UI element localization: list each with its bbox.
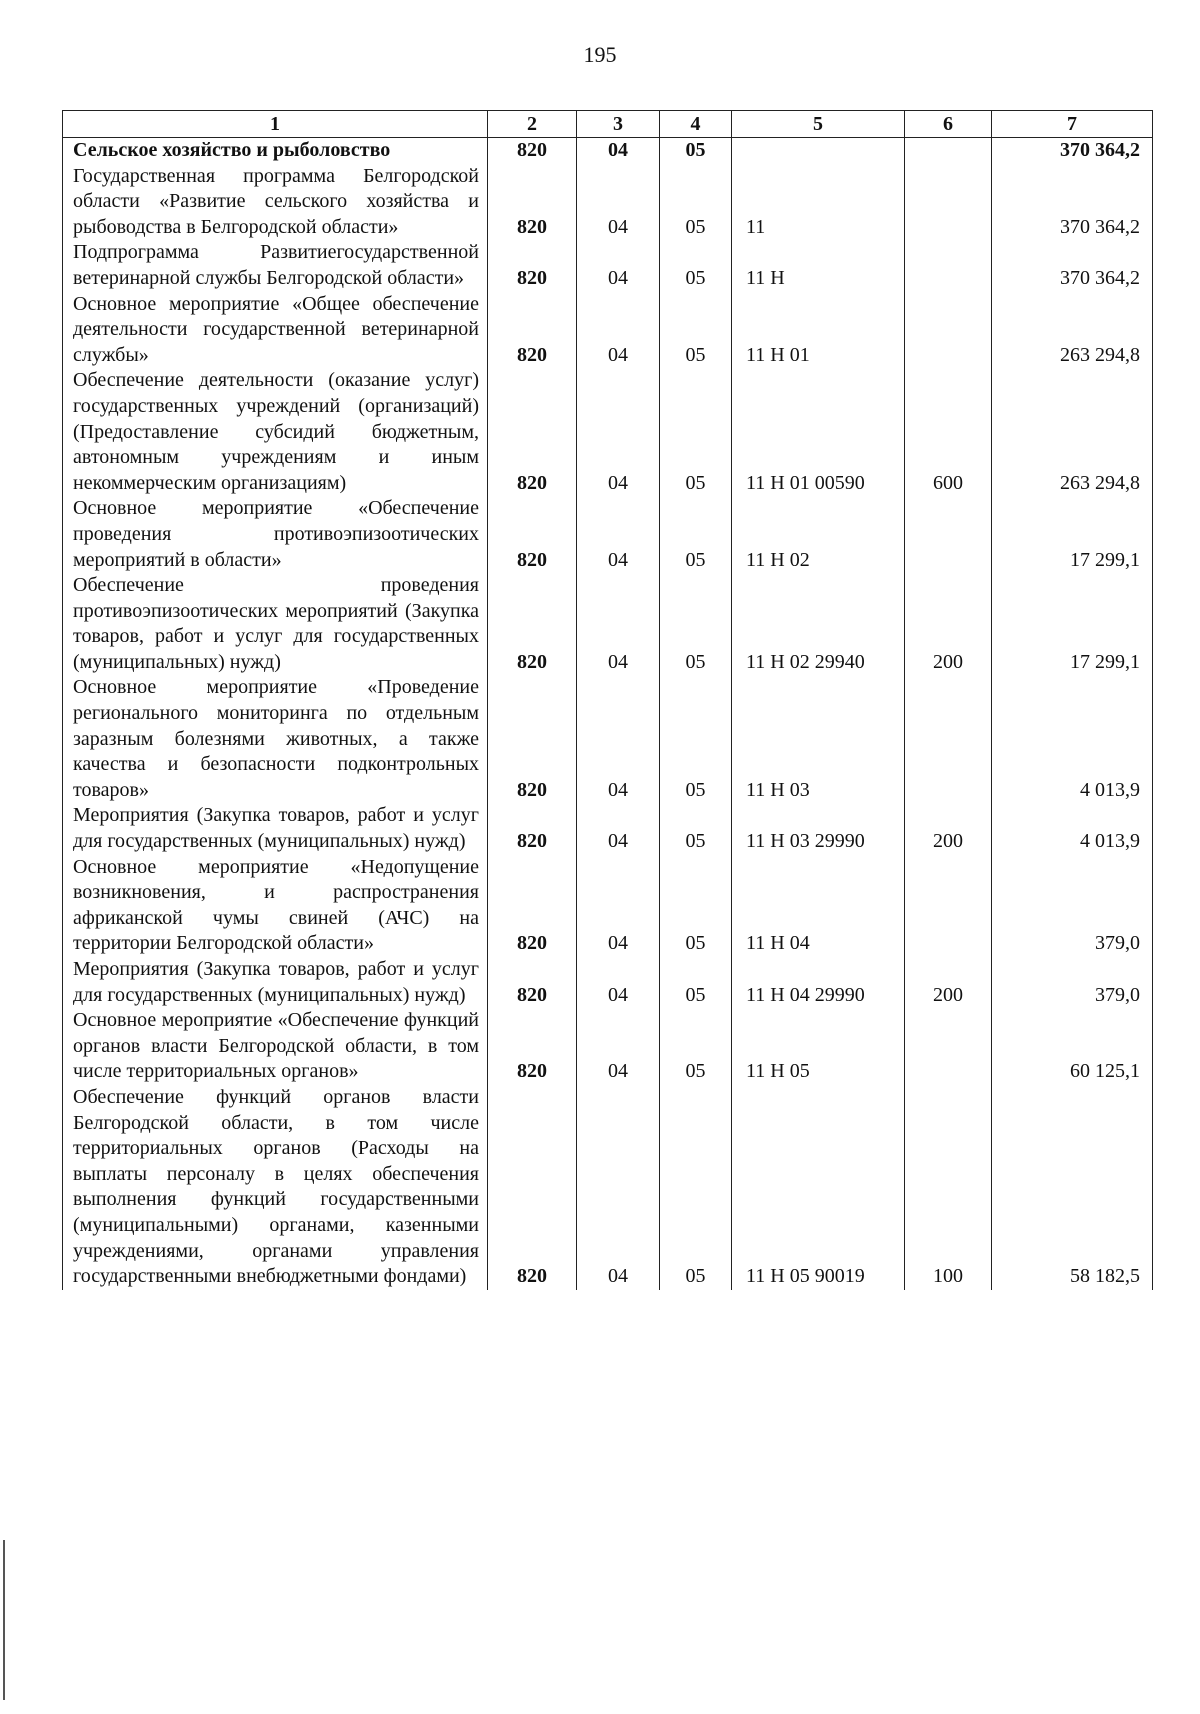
budget-table	[62, 110, 1153, 1290]
row-cell-col-3: 04	[577, 803, 660, 854]
row-name-cell: Основное мероприятие «Общее обеспечение деятельности государственной ветеринарной службы»	[63, 292, 488, 369]
row-cell-col-2: 820	[488, 573, 577, 675]
row-cell-col-4: 05	[660, 240, 732, 291]
row-cell-col-3: 04	[577, 1008, 660, 1085]
row-cell-col-2: 820	[488, 240, 577, 291]
row-cell-col-4: 05	[660, 292, 732, 369]
row-cell-col-6	[905, 496, 992, 573]
row-cell-col-2: 820	[488, 496, 577, 573]
header-col-4: 4	[660, 111, 732, 138]
header-col-6: 6	[905, 111, 992, 138]
table-row	[63, 957, 1153, 1008]
row-cell-col-7: 4 013,9	[992, 803, 1153, 854]
row-name-cell: Обеспечение проведения противоэпизоотических мероприятий (Закупка товаров, работ и услуг для государственных (муниципальных) нужд)	[63, 573, 488, 675]
row-cell-col-2: 820	[488, 368, 577, 496]
row-cell-col-4: 05	[660, 368, 732, 496]
row-cell-col-3: 04	[577, 240, 660, 291]
row-cell-col-3: 04	[577, 675, 660, 803]
row-name-cell: Основное мероприятие «Проведение регионального мониторинга по отдельным заразным болезнями животных, а также качества и безопасности подконтрольных товаров»	[63, 675, 488, 803]
row-cell-col-4: 05	[660, 803, 732, 854]
row-cell-col-5: 11 Н	[732, 240, 905, 291]
row-cell-col-6	[905, 1008, 992, 1085]
row-cell-col-7: 17 299,1	[992, 573, 1153, 675]
row-cell-col-5: 11 Н 02 29940	[732, 573, 905, 675]
row-name-cell: Мероприятия (Закупка товаров, работ и услуг для государственных (муниципальных) нужд)	[63, 803, 488, 854]
row-cell-col-2: 820	[488, 1008, 577, 1085]
row-cell-col-6	[905, 675, 992, 803]
row-cell-col-5: 11 Н 05 90019	[732, 1085, 905, 1290]
row-cell-col-3: 04	[577, 164, 660, 241]
row-cell-col-2: 820	[488, 164, 577, 241]
row-cell-col-5: 11 Н 01 00590	[732, 368, 905, 496]
row-name-cell: Сельское хозяйство и рыболовство	[63, 138, 488, 164]
row-cell-col-3: 04	[577, 855, 660, 957]
row-cell-col-4: 05	[660, 573, 732, 675]
row-name-cell: Обеспечение функций органов власти Белгородской области, в том числе территориальных органов (Расходы на выплаты персоналу в целях обеспечения выполнения функций государственными (муниципальными) органами, казенными учреждениями, органами управления государственными внебюджетными фондами)	[63, 1085, 488, 1290]
row-cell-col-4: 05	[660, 1008, 732, 1085]
table-body	[63, 138, 1153, 1290]
header-row	[63, 111, 1153, 138]
table-row	[63, 855, 1153, 957]
row-cell-col-6	[905, 855, 992, 957]
row-cell-col-5: 11 Н 04	[732, 855, 905, 957]
row-cell-col-3: 04	[577, 573, 660, 675]
row-cell-col-4: 05	[660, 675, 732, 803]
row-cell-col-4: 05	[660, 138, 732, 164]
table-row	[63, 1008, 1153, 1085]
row-cell-col-4: 05	[660, 855, 732, 957]
row-cell-col-2: 820	[488, 1085, 577, 1290]
row-cell-col-7: 263 294,8	[992, 292, 1153, 369]
page-number: 195	[583, 42, 617, 67]
row-cell-col-2: 820	[488, 138, 577, 164]
row-cell-col-3: 04	[577, 138, 660, 164]
row-cell-col-2: 820	[488, 803, 577, 854]
row-cell-col-2: 820	[488, 292, 577, 369]
header-col-2: 2	[488, 111, 577, 138]
row-cell-col-7: 370 364,2	[992, 138, 1153, 164]
row-cell-col-6: 200	[905, 957, 992, 1008]
row-cell-col-6: 200	[905, 803, 992, 854]
row-cell-col-2: 820	[488, 957, 577, 1008]
header-col-7: 7	[992, 111, 1153, 138]
row-cell-col-3: 04	[577, 957, 660, 1008]
table-row	[63, 292, 1153, 369]
row-cell-col-3: 04	[577, 496, 660, 573]
table-row	[63, 496, 1153, 573]
scan-margin-line	[3, 1540, 5, 1700]
row-cell-col-4: 05	[660, 957, 732, 1008]
row-name-cell: Основное мероприятие «Обеспечение функций органов власти Белгородской области, в том числе территориальных органов»	[63, 1008, 488, 1085]
row-cell-col-3: 04	[577, 368, 660, 496]
row-cell-col-5: 11 Н 04 29990	[732, 957, 905, 1008]
table-row	[63, 1085, 1153, 1290]
row-cell-col-2: 820	[488, 855, 577, 957]
row-cell-col-4: 05	[660, 496, 732, 573]
row-cell-col-7: 370 364,2	[992, 240, 1153, 291]
row-cell-col-3: 04	[577, 292, 660, 369]
row-cell-col-6: 200	[905, 573, 992, 675]
table-header	[63, 111, 1153, 138]
row-cell-col-5: 11	[732, 164, 905, 241]
row-cell-col-5: 11 Н 01	[732, 292, 905, 369]
row-cell-col-6	[905, 138, 992, 164]
row-cell-col-2: 820	[488, 675, 577, 803]
table-row	[63, 138, 1153, 164]
table-row	[63, 675, 1153, 803]
row-cell-col-5	[732, 138, 905, 164]
row-cell-col-7: 17 299,1	[992, 496, 1153, 573]
row-name-cell: Государственная программа Белгородской области «Развитие сельского хозяйства и рыбоводства в Белгородской области»	[63, 164, 488, 241]
row-cell-col-7: 263 294,8	[992, 368, 1153, 496]
row-cell-col-5: 11 Н 02	[732, 496, 905, 573]
row-cell-col-7: 60 125,1	[992, 1008, 1153, 1085]
row-cell-col-7: 379,0	[992, 855, 1153, 957]
table-row	[63, 573, 1153, 675]
table-row	[63, 368, 1153, 496]
row-cell-col-4: 05	[660, 164, 732, 241]
row-cell-col-6	[905, 164, 992, 241]
row-cell-col-7: 58 182,5	[992, 1085, 1153, 1290]
table-row	[63, 164, 1153, 241]
row-cell-col-5: 11 Н 03 29990	[732, 803, 905, 854]
row-cell-col-3: 04	[577, 1085, 660, 1290]
row-cell-col-6: 100	[905, 1085, 992, 1290]
row-name-cell: Основное мероприятие «Обеспечение проведения противоэпизоотических мероприятий в области»	[63, 496, 488, 573]
row-name-cell: Основное мероприятие «Недопущение возникновения, и распространения африканской чумы свиней (АЧС) на территории Белгородской области»	[63, 855, 488, 957]
table-row	[63, 803, 1153, 854]
header-col-5: 5	[732, 111, 905, 138]
header-col-1: 1	[63, 111, 488, 138]
table-row	[63, 240, 1153, 291]
row-cell-col-6	[905, 292, 992, 369]
row-name-cell: Мероприятия (Закупка товаров, работ и услуг для государственных (муниципальных) нужд)	[63, 957, 488, 1008]
row-cell-col-7: 379,0	[992, 957, 1153, 1008]
header-col-3: 3	[577, 111, 660, 138]
row-cell-col-5: 11 Н 03	[732, 675, 905, 803]
row-name-cell: Обеспечение деятельности (оказание услуг) государственных учреждений (организаций) (Предоставление субсидий бюджетным, автономным учреждениям и иным некоммерческим организациям)	[63, 368, 488, 496]
row-cell-col-4: 05	[660, 1085, 732, 1290]
row-cell-col-5: 11 Н 05	[732, 1008, 905, 1085]
row-cell-col-7: 4 013,9	[992, 675, 1153, 803]
row-cell-col-6	[905, 240, 992, 291]
row-cell-col-7: 370 364,2	[992, 164, 1153, 241]
row-name-cell: Подпрограмма Развитиегосударственной ветеринарной службы Белгородской области»	[63, 240, 488, 291]
row-cell-col-6: 600	[905, 368, 992, 496]
